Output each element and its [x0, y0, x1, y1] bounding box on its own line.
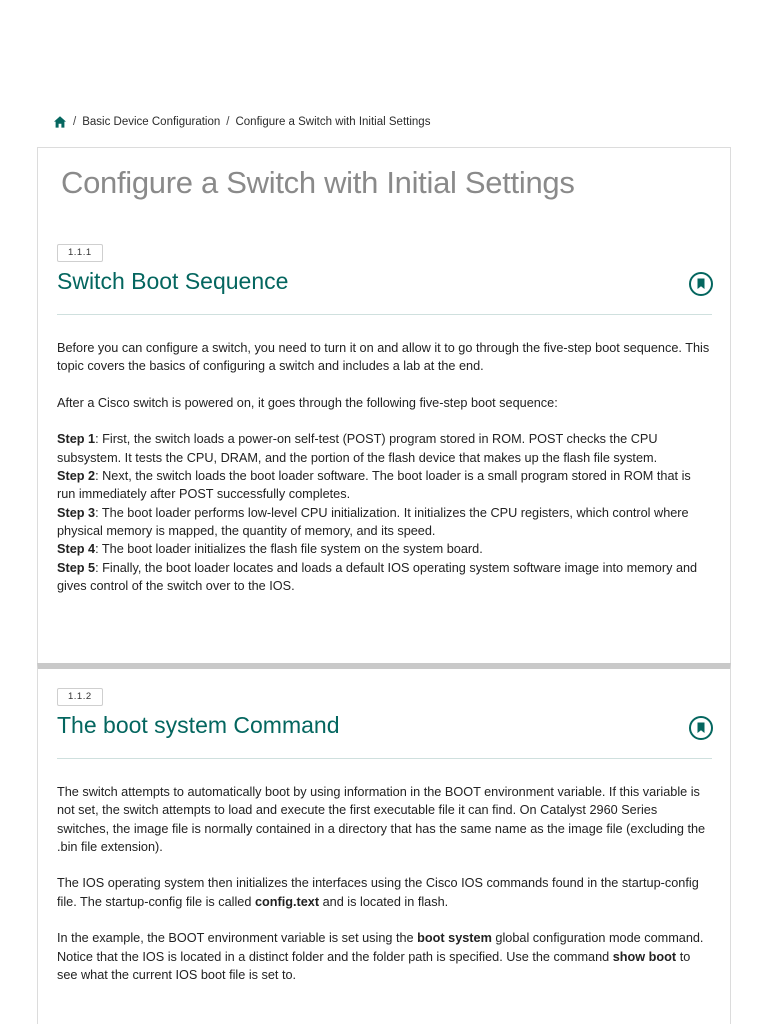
home-icon[interactable] [53, 115, 67, 129]
bookmark-button[interactable] [689, 716, 713, 740]
step-4: Step 4: The boot loader initializes the flash file system on the system board. [57, 542, 483, 557]
page-title: Configure a Switch with Initial Settings [61, 165, 575, 200]
section-divider [57, 314, 712, 315]
breadcrumb-separator: / [73, 116, 77, 128]
section-title-switch-boot-sequence: Switch Boot Sequence [57, 268, 289, 294]
section-number-badge: 1.1.2 [57, 688, 103, 706]
section-2-paragraph-1: The switch attempts to automatically boot by using information in the BOOT environment variable. If this variable is not set, the switch attempts to load and execute the first executable file it can find. On Catalyst 2960 Series switches, the image file is normally contained in a directory that has the same name as the image file (excluding the .bin file extension). [57, 785, 706, 854]
step-5: Step 5: Finally, the boot loader locates and loads a default IOS operating system software image into memory and gives control of the switch over to the IOS. [57, 560, 698, 593]
section-divider [57, 758, 712, 759]
breadcrumb-item-basic-device-configuration[interactable]: Basic Device Configuration [82, 116, 221, 128]
section-1-body [57, 339, 712, 595]
section-1-intro: Before you can configure a switch, you need to turn it on and allow it to go through the five-step boot sequence. This topic covers the basics of configuring a switch and includes a lab at the end. [57, 341, 710, 374]
section-title-boot-system-command: The boot system Command [57, 712, 340, 738]
section-number-badge: 1.1.1 [57, 244, 103, 262]
section-1-lead: After a Cisco switch is powered on, it goes through the following five-step boot sequence: [57, 395, 558, 410]
section-2-body [57, 783, 712, 984]
step-3: Step 3: The boot loader performs low-level CPU initialization. It initializes the CPU registers, which control where physical memory is mapped, the quantity of memory, and its speed. [57, 505, 689, 538]
bookmark-button[interactable] [689, 272, 713, 296]
section-2-paragraph-2: The IOS operating system then initializes the interfaces using the Cisco IOS commands found in the startup-config file. The startup-config file is called config.text and is located in flash. [57, 876, 699, 909]
bookmark-icon [696, 278, 706, 290]
breadcrumb [53, 114, 430, 130]
step-2: Step 2: Next, the switch loads the boot loader software. The boot loader is a small program stored in ROM that is run immediately after POST successfully completes. [57, 469, 691, 502]
breadcrumb-item-current: Configure a Switch with Initial Settings [235, 116, 431, 128]
breadcrumb-separator: / [226, 116, 230, 128]
bookmark-icon [696, 722, 706, 734]
step-1: Step 1: First, the switch loads a power-on self-test (POST) program stored in ROM. POST checks the CPU subsystem. It tests the CPU, DRAM, and the portion of the flash device that makes up the flash file system. [57, 432, 658, 465]
section-2-paragraph-3: In the example, the BOOT environment variable is set using the boot system global configuration mode command. Notice that the IOS is located in a distinct folder and the folder path is specified. Use the command show boot to see what the current IOS boot file is set to. [57, 931, 704, 982]
